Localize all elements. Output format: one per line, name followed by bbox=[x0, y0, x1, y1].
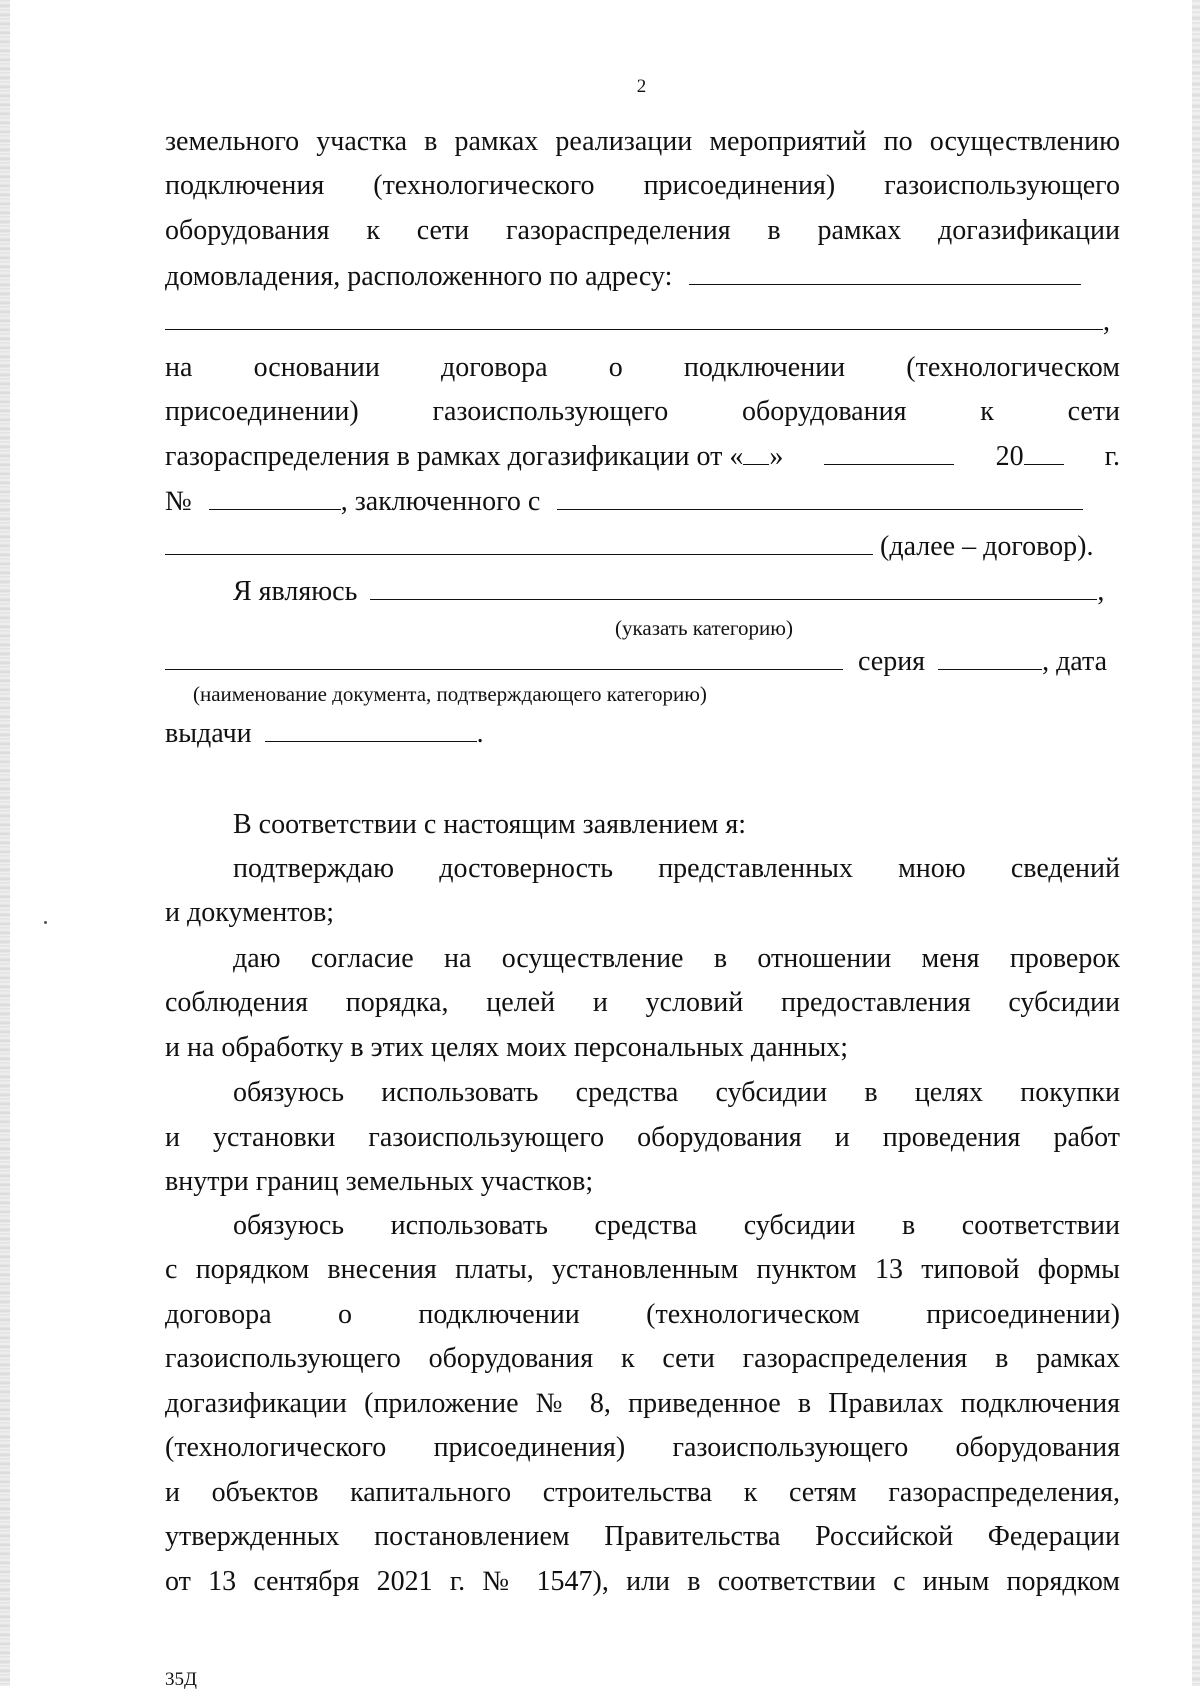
word: представленных bbox=[658, 853, 853, 884]
date-label: , дата bbox=[1042, 646, 1108, 677]
punctuation: , bbox=[1103, 306, 1110, 337]
word: на bbox=[165, 352, 193, 383]
body-line: утвержденных постановлением Правительства Российской Федерации bbox=[165, 1521, 1120, 1552]
word: оборудования bbox=[741, 396, 907, 427]
word: средства bbox=[594, 1210, 698, 1241]
word: подключения bbox=[165, 170, 325, 201]
word: предоставления bbox=[781, 987, 971, 1018]
word: сети bbox=[416, 215, 470, 246]
word: и bbox=[592, 987, 608, 1018]
year-prefix: 20 bbox=[995, 441, 1024, 472]
word: присоединении) bbox=[926, 1299, 1120, 1330]
year-abbr: г. bbox=[1104, 441, 1120, 472]
body-line: земельного участка в рамках реализации мероприятий по осуществлению bbox=[165, 126, 1120, 157]
body-line-justified bbox=[165, 396, 1120, 428]
year-group bbox=[996, 440, 1064, 473]
word: газоиспользующего bbox=[432, 396, 669, 427]
word: (технологическом bbox=[906, 352, 1120, 383]
word: договора bbox=[441, 352, 548, 383]
word: газоиспользующего bbox=[884, 170, 1120, 201]
category-lead: Я являюсь bbox=[233, 576, 358, 607]
word: проверок bbox=[1009, 943, 1120, 974]
word: догазификации bbox=[938, 215, 1120, 246]
day-field[interactable] bbox=[743, 440, 769, 465]
body-line: догазификации (приложение № 8, приведенное в Правилах подключения bbox=[165, 1388, 1120, 1419]
year-field[interactable] bbox=[1024, 440, 1064, 465]
body-line-justified bbox=[233, 1077, 1120, 1109]
word: обязуюсь bbox=[233, 1077, 345, 1108]
scan-edge-right bbox=[1192, 0, 1200, 1686]
word: основании bbox=[253, 352, 380, 383]
word: в bbox=[901, 1210, 916, 1241]
word: газораспределения bbox=[505, 215, 731, 246]
address-continuation-line bbox=[165, 305, 1120, 338]
body-line-justified bbox=[165, 170, 1120, 202]
word: установки bbox=[213, 1122, 336, 1153]
body-line-justified bbox=[233, 853, 1120, 885]
contract-number-line bbox=[165, 485, 1120, 518]
address-field[interactable] bbox=[689, 260, 1081, 285]
body-line-justified bbox=[165, 215, 1120, 247]
word: отношении bbox=[757, 943, 892, 974]
word: (технологического bbox=[373, 170, 595, 201]
category-field[interactable] bbox=[370, 575, 1097, 600]
word: и bbox=[834, 1122, 850, 1153]
word: субсидии bbox=[715, 1077, 828, 1108]
word: сведений bbox=[1010, 853, 1120, 884]
body-line: с порядком внесения платы, установленным пунктом 13 типовой формы bbox=[165, 1254, 1120, 1285]
body-line: и объектов капитального строительства к сетям газораспределения, bbox=[165, 1477, 1120, 1508]
category-line bbox=[233, 575, 1120, 608]
word: оборудования bbox=[165, 215, 330, 246]
contract-date-group bbox=[165, 440, 783, 473]
scan-edge-left bbox=[0, 0, 10, 1686]
word: достоверность bbox=[439, 853, 614, 884]
series-label: серия bbox=[858, 646, 926, 677]
counterparty-field[interactable] bbox=[557, 485, 1083, 510]
concluded-with-label: , заключенного с bbox=[340, 486, 541, 517]
document-caption: (наименование документа, подтверждающего категорию) bbox=[193, 682, 707, 706]
hereinafter-contract-label: (далее – договор). bbox=[880, 531, 1094, 562]
body-line: и документов; bbox=[165, 897, 335, 928]
footer-code: 35Д bbox=[165, 1669, 197, 1690]
word: проведения bbox=[882, 1122, 1021, 1153]
word: соблюдения bbox=[165, 987, 308, 1018]
word: согласие bbox=[310, 943, 414, 974]
word: средства bbox=[575, 1077, 679, 1108]
statement-intro: В соответствии с настоящим заявлением я: bbox=[233, 809, 747, 840]
punctuation: . bbox=[476, 718, 484, 749]
word: и bbox=[165, 1122, 180, 1153]
word: рамках bbox=[817, 215, 902, 246]
word: в bbox=[767, 215, 781, 246]
month-field[interactable] bbox=[824, 440, 954, 465]
word: на bbox=[443, 943, 472, 974]
issue-label: выдачи bbox=[165, 718, 252, 749]
address-line bbox=[165, 260, 1120, 293]
word: целях bbox=[914, 1077, 984, 1108]
word: к bbox=[366, 215, 380, 246]
contract-party-line bbox=[165, 530, 1120, 563]
word: оборудования bbox=[637, 1122, 802, 1153]
punctuation: » bbox=[769, 441, 784, 472]
word: осуществление bbox=[501, 943, 684, 974]
issue-date-line bbox=[165, 717, 1120, 750]
word: в bbox=[864, 1077, 878, 1108]
body-line-justified bbox=[233, 1210, 1120, 1242]
contract-number-field[interactable] bbox=[209, 485, 341, 510]
word: работ bbox=[1053, 1122, 1120, 1153]
scan-speck bbox=[44, 921, 47, 924]
word: в bbox=[713, 943, 728, 974]
series-field[interactable] bbox=[938, 645, 1042, 670]
body-line: и на обработку в этих целях моих персональных данных; bbox=[165, 1032, 849, 1063]
word: к bbox=[980, 396, 994, 427]
page-number: 2 bbox=[636, 76, 647, 97]
word: подтверждаю bbox=[233, 853, 395, 884]
word: подключении bbox=[418, 1299, 580, 1330]
document-series-line bbox=[165, 645, 1120, 678]
word: мною bbox=[898, 853, 966, 884]
body-line: от 13 сентября 2021 г. № 1547), или в соответствии с иным порядком bbox=[165, 1566, 1120, 1597]
punctuation: , bbox=[1097, 576, 1105, 607]
word: использовать bbox=[390, 1210, 548, 1241]
body-line: (технологического присоединения) газоиспользующего оборудования bbox=[165, 1432, 1120, 1463]
word: даю bbox=[233, 943, 281, 974]
word: порядка, bbox=[345, 987, 449, 1018]
body-line-justified bbox=[165, 1299, 1120, 1331]
contract-date-label: газораспределения в рамках догазификации от « bbox=[165, 441, 744, 472]
word: сети bbox=[1067, 396, 1120, 427]
word: покупки bbox=[1020, 1077, 1120, 1108]
word: присоединения) bbox=[643, 170, 836, 201]
word: (технологическом bbox=[646, 1299, 860, 1330]
word: договора bbox=[165, 1299, 272, 1330]
address-field-continued[interactable] bbox=[165, 305, 1103, 330]
body-line: внутри границ земельных участков; bbox=[165, 1166, 594, 1197]
body-line-justified bbox=[165, 987, 1120, 1019]
number-sign: № bbox=[165, 486, 192, 517]
word: целей bbox=[486, 987, 556, 1018]
counterparty-field-continued[interactable] bbox=[165, 530, 873, 555]
body-line-justified bbox=[233, 943, 1120, 975]
issue-date-field[interactable] bbox=[265, 717, 477, 742]
body-line-justified bbox=[165, 352, 1120, 384]
word: о bbox=[608, 352, 623, 383]
word: меня bbox=[921, 943, 980, 974]
word: субсидии bbox=[1008, 987, 1120, 1018]
word: использовать bbox=[381, 1077, 539, 1108]
word: подключении bbox=[683, 352, 846, 383]
body-line-justified bbox=[165, 1122, 1120, 1154]
word: присоединении) bbox=[165, 396, 359, 427]
word: газоиспользующего bbox=[368, 1122, 605, 1153]
word: субсидии bbox=[743, 1210, 856, 1241]
word: условий bbox=[645, 987, 744, 1018]
word: обязуюсь bbox=[233, 1210, 345, 1241]
address-label: домовладения, расположенного по адресу: bbox=[165, 261, 673, 292]
category-caption: (указать категорию) bbox=[615, 616, 793, 640]
word: о bbox=[337, 1299, 352, 1330]
body-line: газоиспользующего оборудования к сети газораспределения в рамках bbox=[165, 1343, 1120, 1374]
contract-date-line bbox=[165, 440, 1120, 473]
word: соответствии bbox=[961, 1210, 1120, 1241]
category-document-field[interactable] bbox=[165, 645, 843, 670]
